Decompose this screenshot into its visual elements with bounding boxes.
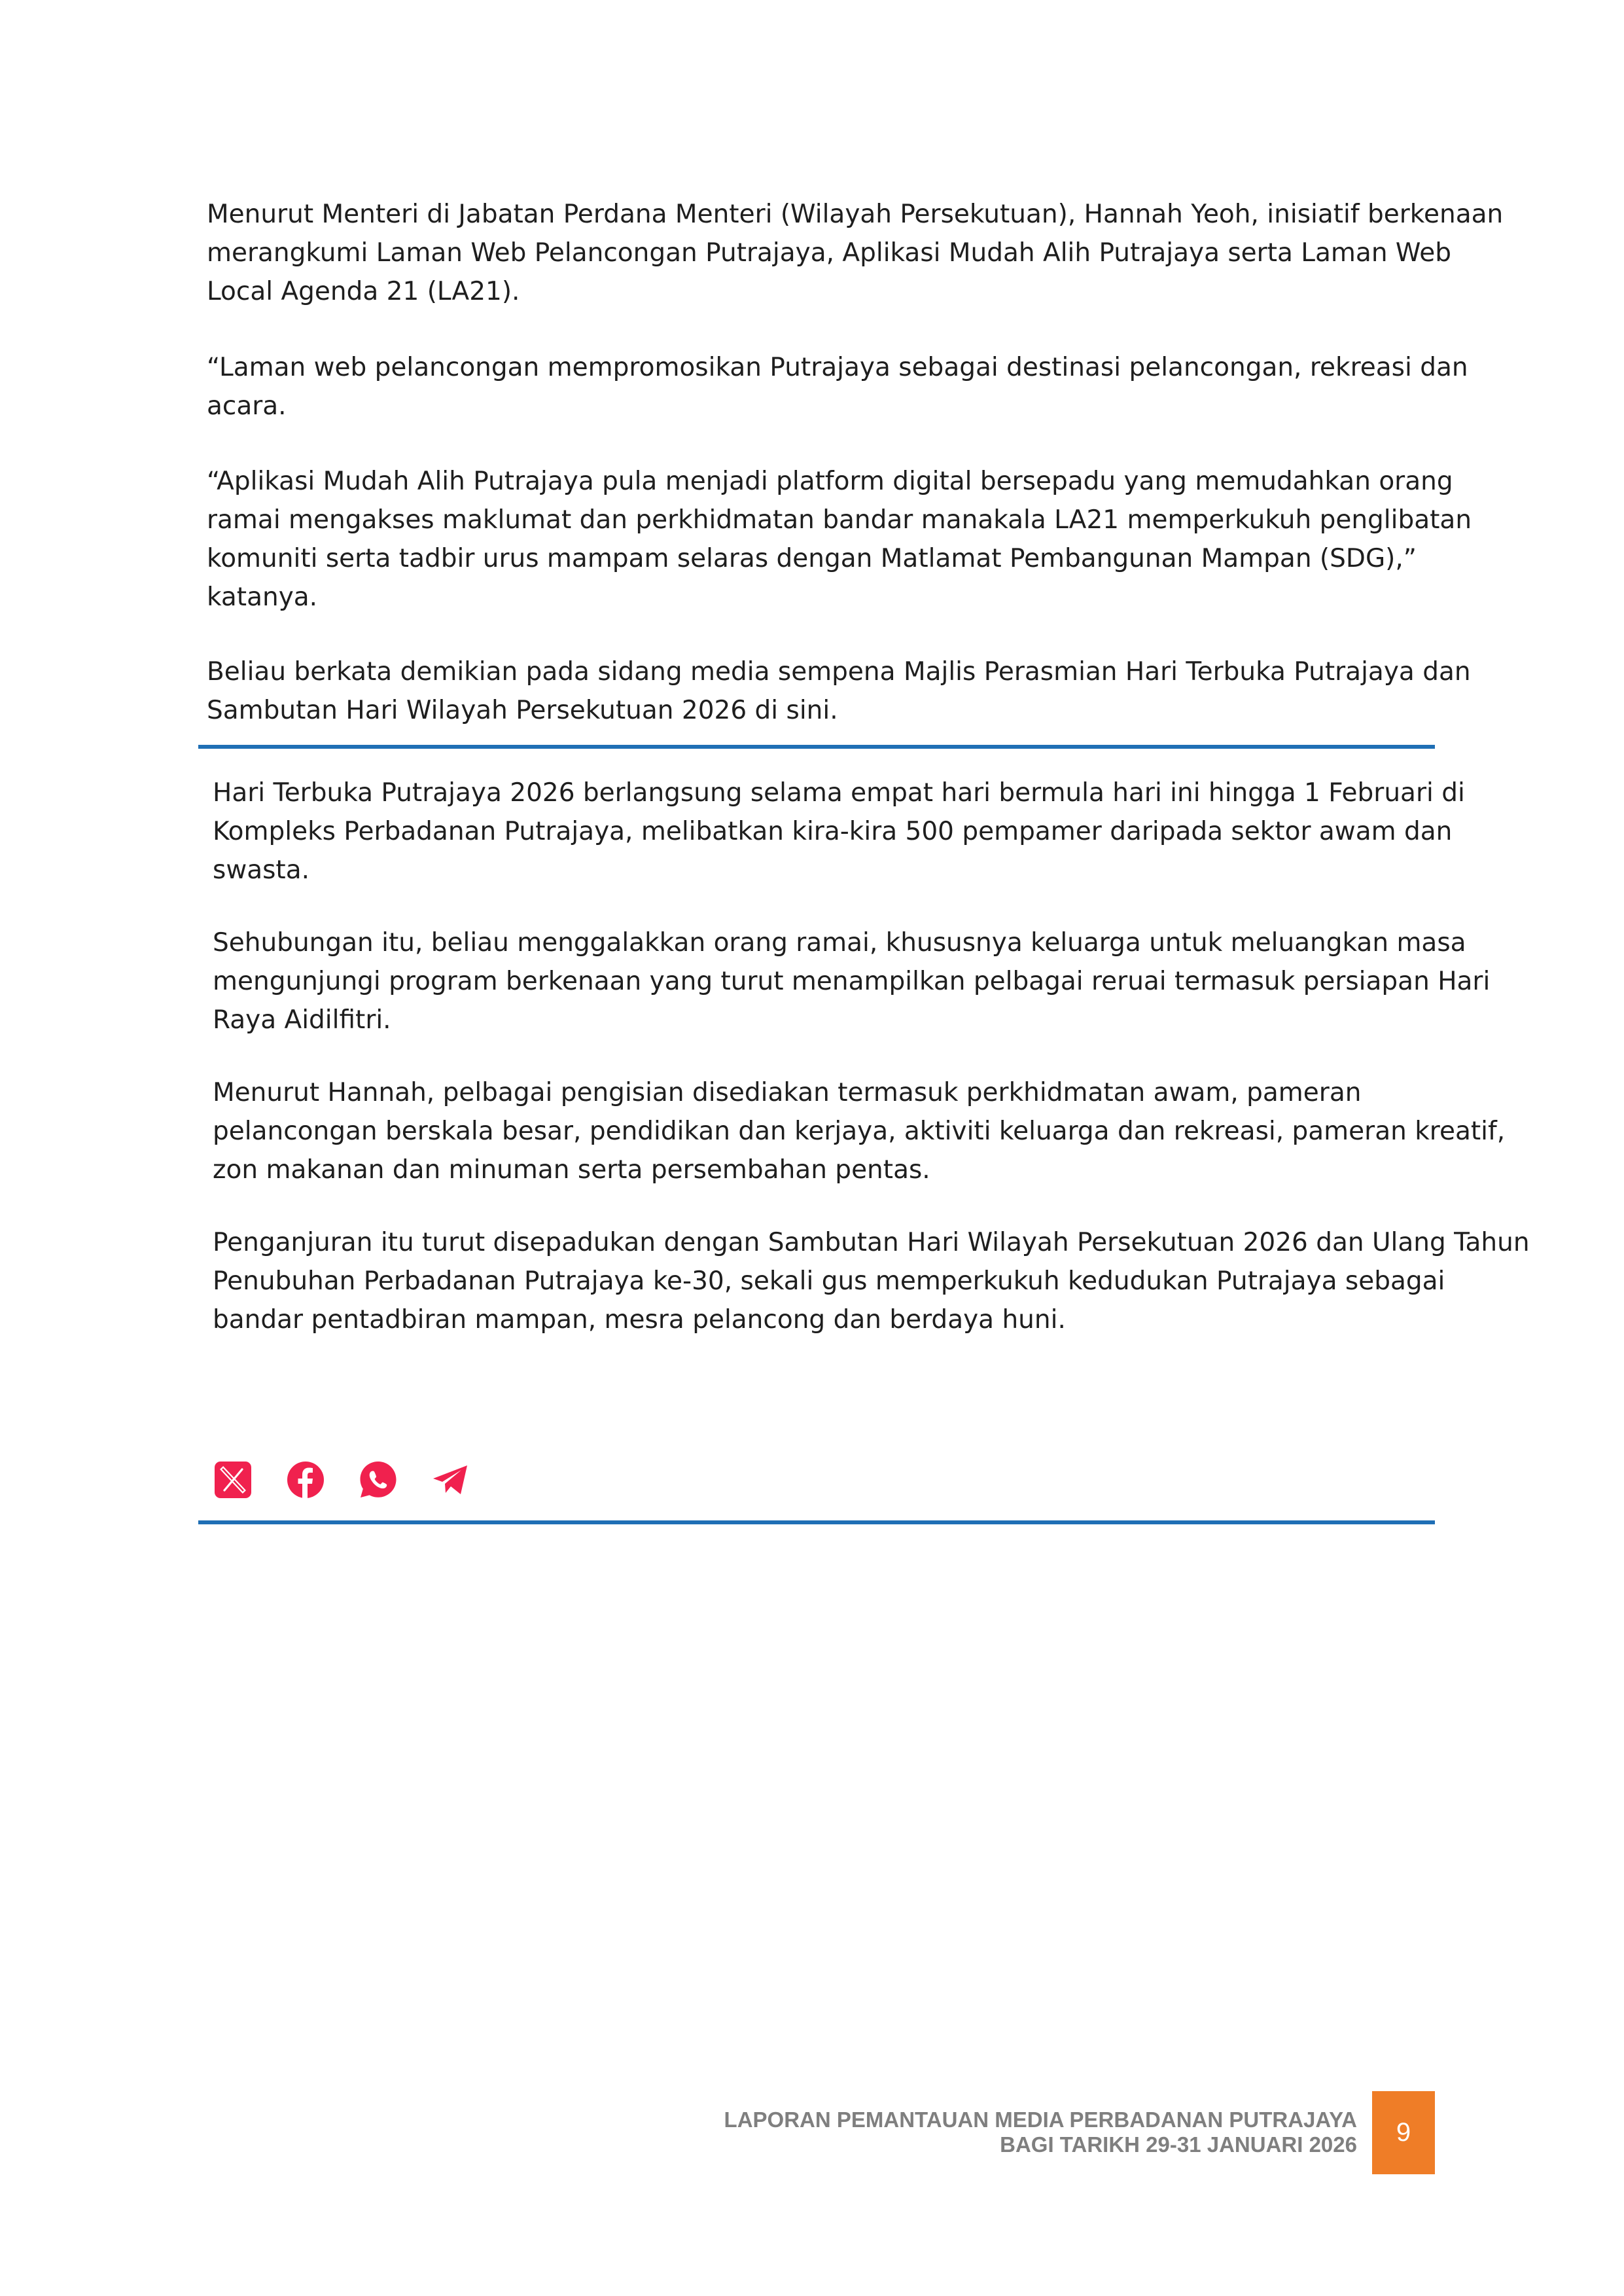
report-footer (724, 2108, 1357, 2157)
divider-top (198, 745, 1435, 749)
article-paragraph: Sehubungan itu, beliau menggalakkan orang ramai, khususnya keluarga untuk meluangkan masa mengunjungi program berkenaan yang turut menampilkan pelbagai reruai termasuk persiapan Hari Raya Aidilfitri. (213, 928, 1491, 1035)
article-paragraph: Menurut Menteri di Jabatan Perdana Menteri (Wilayah Persekutuan), Hannah Yeoh, inisiatif berkenaan merangkumi Laman Web Pelancongan Putrajaya, Aplikasi Mudah Alih Putrajaya serta Laman Web Local Agenda 21 (LA21). (207, 200, 1504, 306)
article-paragraph: “Aplikasi Mudah Alih Putrajaya pula menjadi platform digital bersepadu yang memudahkan orang ramai mengakses maklumat dan perkhidmatan bandar manakala LA21 memperkukuh penglibatan komuniti serta tadbir urus mampam selaras dengan Matlamat Pembangunan Mampan (SDG),” katanya. (207, 467, 1472, 612)
page-number-badge (1372, 2091, 1435, 2174)
article-paragraph: “Laman web pelancongan mempromosikan Putrajaya sebagai destinasi pelancongan, rekreasi dan acara. (207, 353, 1468, 421)
whatsapp-icon[interactable] (358, 1460, 398, 1500)
divider-bottom (198, 1520, 1435, 1524)
footer-title: LAPORAN PEMANTAUAN MEDIA PERBADANAN PUTRAJAYA (724, 2108, 1357, 2132)
telegram-icon[interactable] (431, 1460, 471, 1500)
article-paragraph: Beliau berkata demikian pada sidang media sempena Majlis Perasmian Hari Terbuka Putrajaya dan Sambutan Hari Wilayah Persekutuan 2026 di sini. (207, 657, 1471, 725)
page-number: 9 (1396, 2118, 1411, 2147)
footer-date-range: BAGI TARIKH 29-31 JANUARI 2026 (1000, 2132, 1357, 2157)
x-icon[interactable] (213, 1460, 253, 1500)
article-paragraph: Penganjuran itu turut disepadukan dengan Sambutan Hari Wilayah Persekutuan 2026 dan Ulang Tahun Penubuhan Perbadanan Putrajaya ke-30, sekali gus memperkukuh kedudukan Putrajaya sebagai bandar pentadbiran mampan, mesra pelancong dan berdaya huni. (213, 1228, 1530, 1335)
share-bar (213, 1460, 503, 1500)
article-paragraph: Hari Terbuka Putrajaya 2026 berlangsung selama empat hari bermula hari ini hingga 1 Februari di Kompleks Perbadanan Putrajaya, melibatkan kira-kira 500 pempamer daripada sektor awam dan swasta. (213, 778, 1465, 885)
article-paragraph: Menurut Hannah, pelbagai pengisian disediakan termasuk perkhidmatan awam, pameran pelancongan berskala besar, pendidikan dan kerjaya, aktiviti keluarga dan rekreasi, pameran kreatif, zon makanan dan minuman serta persembahan pentas. (213, 1078, 1506, 1185)
facebook-icon[interactable] (285, 1460, 326, 1500)
